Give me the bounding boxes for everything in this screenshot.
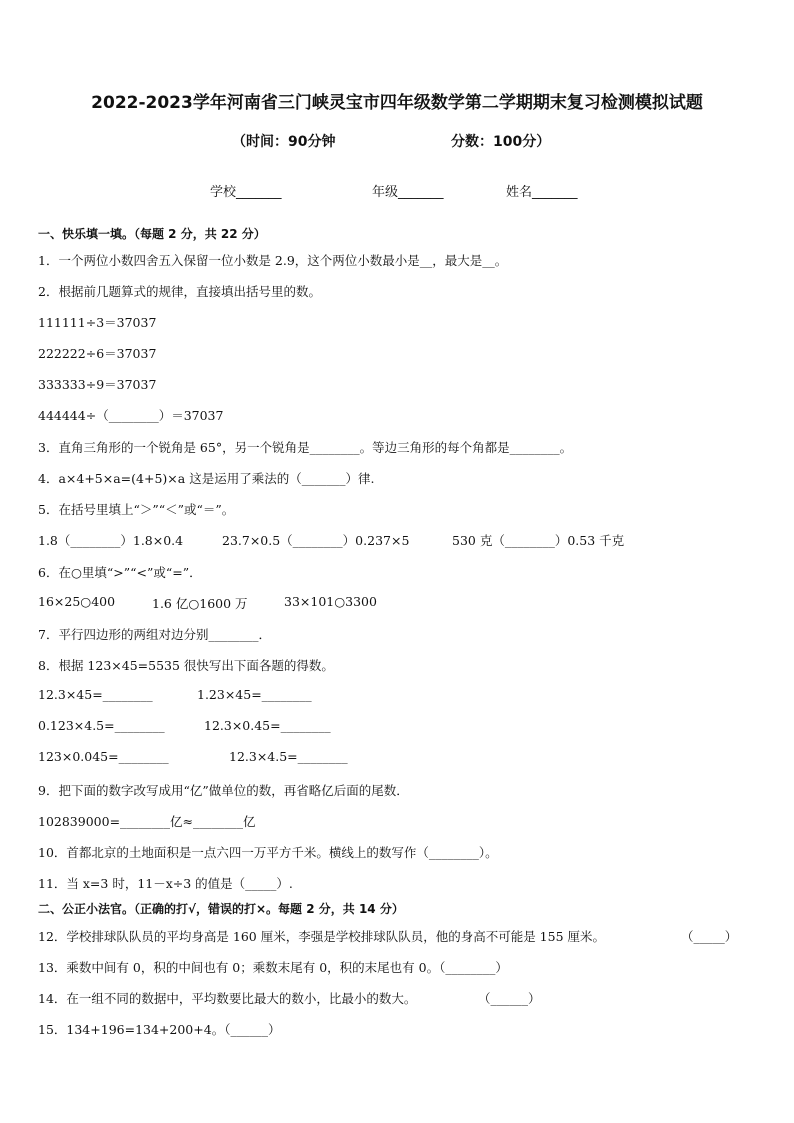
question-4: 4．a×4+5×a=(4+5)×a 这是运用了乘法的（_______）律. <box>38 471 375 486</box>
question-2: 2．根据前几题算式的规律，直接填出括号里的数。 <box>38 284 321 299</box>
name-field: 姓名_______ <box>506 185 578 200</box>
question-8-item-d: 12.3×0.45=________ <box>204 718 331 733</box>
question-14-answer-blank: （______） <box>478 991 541 1006</box>
question-8-item-f: 12.3×4.5=________ <box>229 749 348 764</box>
question-8-item-b: 1.23×45=________ <box>197 687 312 702</box>
question-8-item-c: 0.123×4.5=________ <box>38 718 165 733</box>
exam-score: 分数：100分） <box>451 134 551 150</box>
question-8: 8．根据 123×45=5535 很快写出下面各题的得数。 <box>38 658 334 673</box>
question-8-item-e: 123×0.045=________ <box>38 749 169 764</box>
question-6-item-a: 16×25○400 <box>38 594 116 609</box>
question-1: 1．一个两位小数四舍五入保留一位小数是 2.9，这个两位小数最小是__，最大是__。 <box>38 253 508 268</box>
question-2-line-d: 444444÷（________）＝37037 <box>38 408 224 423</box>
section-1-heading: 一、快乐填一填。（每题 2 分，共 22 分） <box>38 227 266 241</box>
question-9-item-a: 102839000=________亿≈________亿 <box>38 814 256 829</box>
question-15: 15．134+196=134+200+4。（______） <box>38 1022 281 1037</box>
question-13: 13．乘数中间有 0，积的中间也有 0；乘数末尾有 0，积的末尾也有 0。（________） <box>38 960 508 975</box>
question-2-line-b: 222222÷6＝37037 <box>38 346 157 361</box>
question-2-line-a: 111111÷3＝37037 <box>38 315 157 330</box>
question-6-item-b: 1.6 亿○1600 万 <box>152 596 248 611</box>
question-5-item-c: 530 克（________）0.53 千克 <box>452 533 625 548</box>
question-11: 11．当 x=3 时，11－x÷3 的值是（_____）. <box>38 876 293 891</box>
grade-field: 年级_______ <box>372 185 444 200</box>
question-12-answer-blank: （_____） <box>681 929 738 944</box>
question-8-item-a: 12.3×45=________ <box>38 687 153 702</box>
exam-time: （时间：90分钟 <box>232 134 336 150</box>
question-2-line-c: 333333÷9＝37037 <box>38 377 157 392</box>
page-title: 2022-2023学年河南省三门峡灵宝市四年级数学第二学期期末复习检测模拟试题 <box>91 93 703 113</box>
section-2-heading: 二、公正小法官。（正确的打√，错误的打×。每题 2 分，共 14 分） <box>38 902 404 916</box>
question-12: 12．学校排球队队员的平均身高是 160 厘米，李强是学校排球队队员，他的身高不可能是 155 厘米。 <box>38 929 606 944</box>
question-9: 9．把下面的数字改写成用“亿”做单位的数，再省略亿后面的尾数． <box>38 783 409 798</box>
question-5: 5．在括号里填上“＞”“＜”或“＝”。 <box>38 502 235 517</box>
school-field: 学校_______ <box>210 185 282 200</box>
question-14: 14．在一组不同的数据中，平均数要比最大的数小，比最小的数大。 <box>38 991 417 1006</box>
question-6: 6．在○里填“>”“<”或“=”． <box>38 565 202 580</box>
question-5-item-a: 1.8（________）1.8×0.4 <box>38 533 184 548</box>
question-6-item-c: 33×101○3300 <box>284 594 377 609</box>
question-10: 10．首都北京的土地面积是一点六四一万平方千米。横线上的数写作（________）。 <box>38 845 498 860</box>
question-5-item-b: 23.7×0.5（________）0.237×5 <box>222 533 410 548</box>
question-7: 7．平行四边形的两组对边分别________． <box>38 627 271 642</box>
question-3: 3．直角三角形的一个锐角是 65°，另一个锐角是________。等边三角形的每个角都是________。 <box>38 440 573 455</box>
